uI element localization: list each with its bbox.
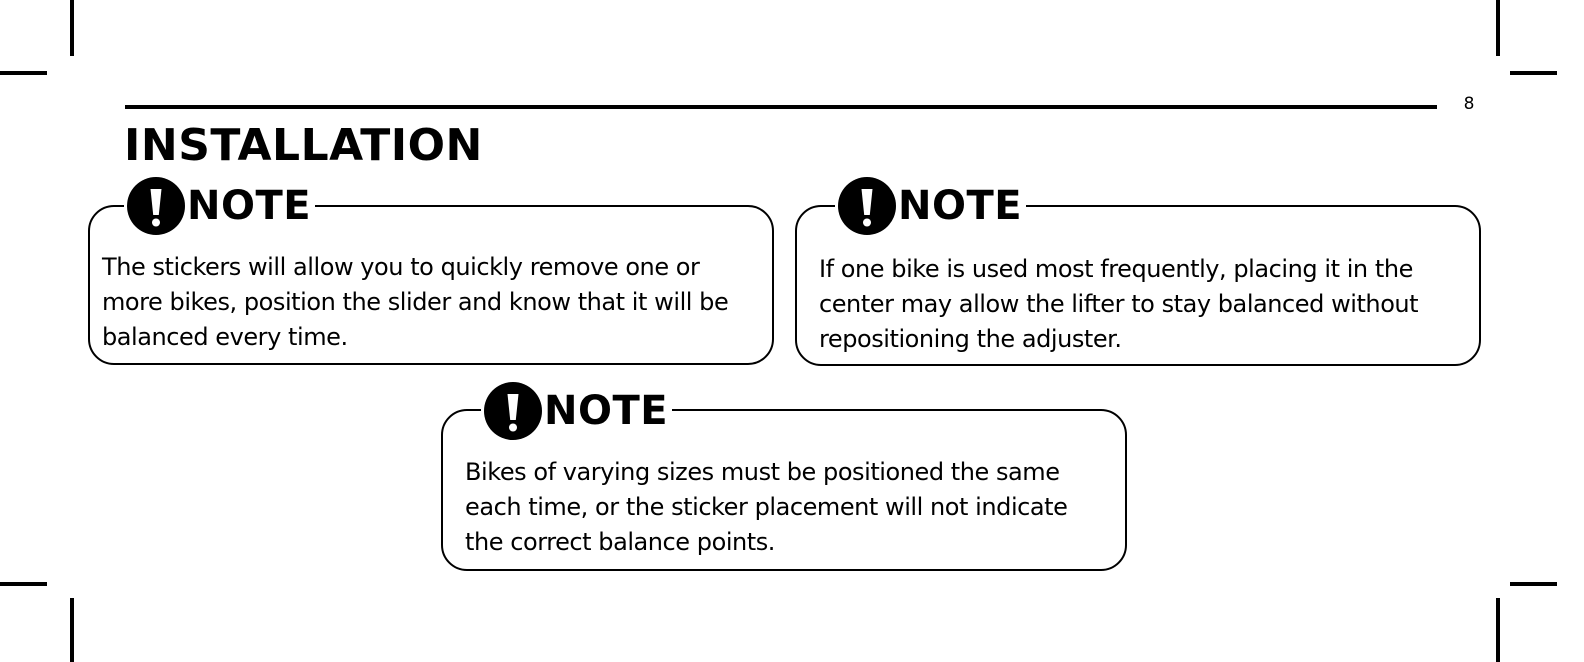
note-text	[102, 250, 764, 355]
crop-mark-top-left-vertical	[70, 0, 74, 56]
crop-mark-bottom-left-horizontal	[0, 582, 47, 586]
exclamation-circle-icon	[127, 177, 185, 235]
note-box-stickers	[88, 176, 774, 365]
note-label: NOTE	[544, 388, 669, 434]
note-box-varying-sizes	[441, 381, 1127, 571]
exclamation-circle-icon	[838, 177, 896, 235]
note-line: the correct balance points.	[465, 528, 775, 556]
crop-mark-bottom-right-horizontal	[1510, 582, 1557, 586]
note-line: more bikes, position the slider and know that it will be	[102, 288, 729, 316]
header-rule	[125, 105, 1437, 109]
note-line: center may allow the lifter to stay balanced without	[819, 290, 1419, 318]
note-text	[819, 252, 1471, 357]
note-header	[124, 176, 315, 236]
note-label: NOTE	[898, 183, 1023, 229]
note-box-frequent-bike	[795, 176, 1481, 366]
crop-mark-bottom-right-vertical	[1496, 598, 1500, 662]
section-title: INSTALLATION	[124, 120, 483, 171]
note-line: The stickers will allow you to quickly remove one or	[102, 253, 700, 281]
note-header	[481, 381, 672, 441]
crop-mark-top-left-horizontal	[0, 71, 47, 75]
note-line: If one bike is used most frequently, placing it in the	[819, 255, 1413, 283]
note-text	[465, 455, 1117, 560]
exclamation-circle-icon	[484, 382, 542, 440]
crop-mark-bottom-left-vertical	[70, 598, 74, 662]
note-label: NOTE	[187, 183, 312, 229]
crop-mark-top-right-horizontal	[1510, 71, 1557, 75]
page-number: 8	[1463, 94, 1475, 114]
crop-mark-top-right-vertical	[1496, 0, 1500, 56]
note-line: Bikes of varying sizes must be positioned the same	[465, 458, 1060, 486]
note-line: balanced every time.	[102, 323, 348, 351]
note-header	[835, 176, 1026, 236]
note-line: each time, or the sticker placement will not indicate	[465, 493, 1068, 521]
note-line: repositioning the adjuster.	[819, 325, 1122, 353]
